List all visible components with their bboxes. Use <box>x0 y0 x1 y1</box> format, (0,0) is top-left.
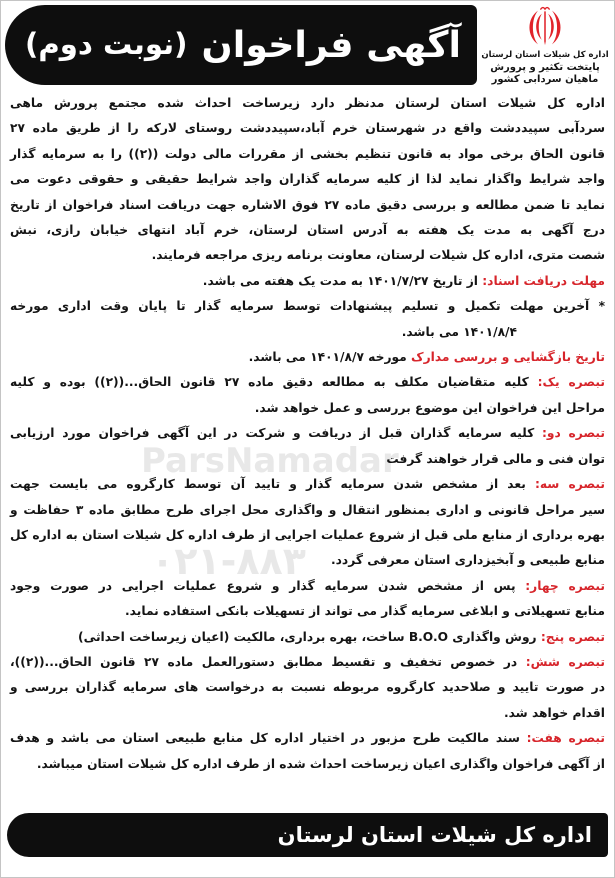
title-banner <box>5 5 477 85</box>
line-text: سند مالکیت طرح مزبور در اختیار اداره کل منابع طبیعی استان می باشد و هدف <box>10 731 520 746</box>
line-text: کلیه سرمایه گذاران قبل از دریافت و شرکت در این آگهی فراخوان مورد ارزیابی <box>10 426 535 441</box>
text-line <box>10 91 605 116</box>
organization-block <box>479 3 611 91</box>
text-line <box>10 625 605 650</box>
line-text: * آخرین مهلت تکمیل و تسلیم پیشنهادات توسط سرمایه گذار تا پایان وقت اداری مورخه <box>10 299 605 314</box>
text-line <box>10 472 605 497</box>
submission-deadline <box>10 294 605 345</box>
watermark-phone: ۰۲۱-۸۸۳ <box>151 539 306 583</box>
text-line <box>10 294 605 319</box>
text-line <box>10 142 605 167</box>
line-text: مراحل این فراخوان این موضوع بررسی و عمل خواهد شد. <box>254 400 605 415</box>
text-line <box>10 701 605 726</box>
line-text: روش واگذاری B.O.O ساخت، بهره برداری، مالکیت (اعیان زیرساخت احداثی) <box>77 629 537 644</box>
watermark-brand: ParsNamadar <box>141 441 399 481</box>
documents-deadline <box>10 269 605 294</box>
line-text: از آگهی فراخوان واگذاری اعیان زیرساخت احداث شده از طرف اداره کل شیلات استان میباشد. <box>36 756 605 771</box>
text-line <box>10 447 605 472</box>
org-slogan-line-2: ماهیان سردآبی کشور <box>491 74 599 85</box>
text-line <box>10 675 605 700</box>
note-4 <box>10 574 605 625</box>
paragraph-label: تاریخ بازگشایی و بررسی مدارک <box>411 350 605 365</box>
ad-round: (نوبت دوم) <box>25 27 188 62</box>
line-text: بعد از مشخص شدن سرمایه گذار و تایید آن توسط کارگروه می بایست جهت <box>10 477 526 492</box>
line-text: در خصوص تخفیف و تقسیط مطابق دستورالعمل ماده ۲۷ قانون الحاق...((۲))، <box>10 654 518 669</box>
ad-title: آگهی فراخوان <box>201 23 461 67</box>
line-text: در صورت تایید و صلاحدید کارگروه مربوطه نسبت به درخواست های سرمایه گذاران بررسی و <box>10 680 605 695</box>
line-text: اداره کل شیلات استان لرستان مدنظر دارد زیرساخت احداث شده مجتمع پرورش ماهی <box>10 96 605 110</box>
note-7 <box>10 726 605 777</box>
paragraph-label: مهلت دریافت اسناد: <box>482 273 605 288</box>
line-text: از تاریخ ۱۴۰۱/۷/۲۷ به مدت یک هفته می باشد. <box>202 273 478 288</box>
paragraph-label: تبصره شش: <box>525 654 605 669</box>
line-text: کلیه متقاضیان مکلف به مطالعه دقیق ماده ۲۷ قانون الحاق...((۲)) بوده و کلیه <box>10 375 529 390</box>
line-text: منابع طبیعی و آبخیزداری استان معرفی گردد. <box>330 553 605 568</box>
text-line <box>10 396 605 421</box>
paragraph-label: تبصره دو: <box>541 426 606 441</box>
text-line <box>10 243 605 268</box>
line-text: واجد شرایط واگذار نماید لذا از کلیه سرمایه گذاران واجد شرایط حقیقی و حقوقی دعوت می <box>10 172 605 187</box>
text-line <box>10 167 605 192</box>
org-slogan-line-1: پایتخت تکثیر و پرورش <box>490 61 600 73</box>
line-text: سیر مراحل قانونی و اداری بمنظور انتقال و واگذاری محل اجرای طرح مطابق ماده ۳ حفاظت و <box>10 502 605 517</box>
paragraph-label: تبصره هفت: <box>526 731 605 746</box>
line-text: اقدام خواهد شد. <box>503 705 605 720</box>
paragraph-label: تبصره چهار: <box>525 578 605 593</box>
text-line <box>10 752 605 777</box>
note-3 <box>10 472 605 574</box>
text-line <box>10 345 605 370</box>
ad-body <box>10 91 605 777</box>
line-text: منابع تسهیلاتی و ابلاغی سرمایه گذار می تواند از تسهیلات بانکی استفاده نماید. <box>125 604 605 619</box>
note-2 <box>10 421 605 472</box>
intro-paragraph <box>10 91 605 269</box>
text-line <box>10 599 605 624</box>
text-line <box>10 116 605 141</box>
text-line <box>10 370 605 395</box>
line-text: سردآبی سپیددشت واقع در شهرستان خرم آباد،سپیددشت روستای لارکه را از طریق ماده ۲۷ <box>10 121 605 136</box>
line-text: توان فنی و مالی قرار خواهند گرفت <box>386 451 605 466</box>
org-name: اداره کل شیلات استان لرستان <box>481 50 609 60</box>
text-line <box>10 193 605 218</box>
text-line <box>10 574 605 599</box>
line-text: نماید تا ضمن مطالعه و بررسی دقیق ماده ۲۷ فوق الاشاره جهت دریافت اسناد فراخوان از تاریخ <box>10 197 606 212</box>
footer-org-name: اداره کل شیلات استان لرستان <box>277 823 592 847</box>
line-text: شصت متری، اداره کل شیلات لرستان، معاونت برنامه ریزی مراجعه فرمایند. <box>151 248 605 263</box>
text-line <box>10 320 605 345</box>
paragraph-label: تبصره سه: <box>534 477 605 492</box>
footer-banner <box>7 813 608 857</box>
opening-date <box>10 345 605 370</box>
text-line <box>10 726 605 751</box>
line-text: پس از مشخص شدن سرمایه گذار و شروع عملیات اجرایی در صورت وجود <box>10 578 516 593</box>
line-text: بهره برداری از منابع ملی قبل از شروع عملیات اجرایی از طرف اداره کل شیلات استان به اداره کل <box>10 527 605 542</box>
note-1 <box>10 370 605 421</box>
text-line <box>10 421 605 446</box>
line-text: قانون الحاق برخی مواد به قانون تنظیم بخشی از مقررات مالی دولت ((۲)) را به سرمایه گذار <box>10 146 605 161</box>
note-5 <box>10 625 605 650</box>
text-line <box>10 218 605 243</box>
paragraph-label: تبصره یک: <box>537 375 605 390</box>
text-line <box>10 523 605 548</box>
note-6 <box>10 650 605 726</box>
text-line <box>10 269 605 294</box>
paragraph-label: تبصره پنج: <box>540 629 605 644</box>
iran-emblem-icon <box>522 3 568 49</box>
line-text: درج آگهی به مدت یک هفته به آدرس استان لرستان، خرم آباد انتهای خیابان رازی، نبش <box>10 223 605 238</box>
text-line <box>10 650 605 675</box>
line-text: مورخه ۱۴۰۱/۸/۷ می باشد. <box>248 350 407 365</box>
text-line <box>10 498 605 523</box>
line-text: ۱۴۰۱/۸/۴ می باشد. <box>401 324 517 339</box>
text-line <box>10 548 605 573</box>
